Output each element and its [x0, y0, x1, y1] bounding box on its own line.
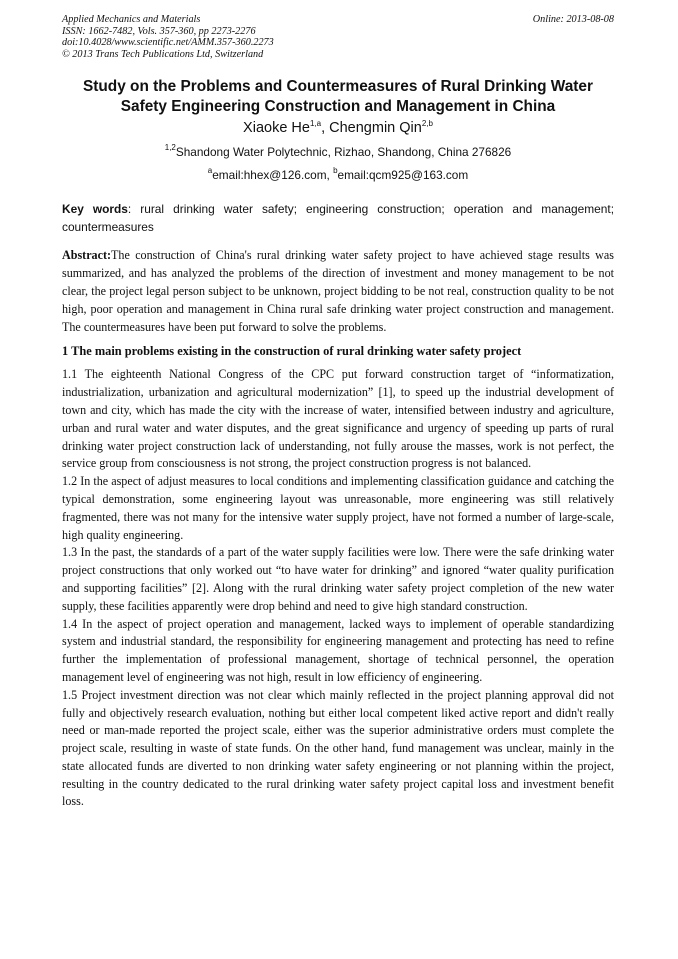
- email-a-marker: a: [207, 166, 213, 176]
- affiliation: [62, 144, 614, 160]
- journal-name: Applied Mechanics and Materials: [62, 14, 201, 25]
- author-1-affil-marker: 1,a: [309, 119, 322, 129]
- author-list: [62, 117, 614, 139]
- email-a: email:hhex@126.com,: [212, 168, 334, 183]
- paper-title: [62, 77, 614, 117]
- author-1-name: Xiaoke He: [243, 120, 310, 137]
- author-emails: [62, 167, 614, 183]
- online-date: Online: 2013-08-08: [532, 14, 614, 25]
- keywords: [62, 200, 614, 236]
- section-1-heading: 1 The main problems existing in the construction of rural drinking water safety project: [62, 344, 522, 359]
- email-b-marker: b: [333, 166, 338, 176]
- author-separator: ,: [321, 120, 330, 137]
- affiliation-marker: 1,2: [164, 143, 176, 153]
- email-b: email:qcm925@163.com: [337, 168, 469, 183]
- keywords-text: : rural drinking water safety; engineering construction; operation and management; countermeasures: [62, 202, 614, 235]
- paragraph-1-5: 1.5 Project investment direction was not clear which mainly reflected in the project planning approval did not fully and objectively research evaluation, nothing but either local competent liked active report and didn't really need or man-made reported the project scale, either was the superior administrative orders must complete the project scale, resulting in waste of state funds. On the other hand, fund management was unclear, mainly in the state allocated funds are diverted to non drinking water safety engineering or not planning within the project, resulting in the country dedicated to the rural drinking water safety project capital loss and investment benefit loss.: [62, 687, 614, 809]
- paragraph-1-2: 1.2 In the aspect of adjust measures to local conditions and implementing classification guidance and catching the typical demonstration, some engineering layout was unreasonable, more engineering was still relatively fragmented, there was not many for the intensive water supply project, have not formed a number of large-scale, high quality engineering.: [62, 474, 614, 542]
- paragraph-1-1: 1.1 The eighteenth National Congress of the CPC put forward construction target of “informatization, industrialization, urbanization and agricultural modernization” [1], to speed up the industrial development of town and city, which has made the city with the increase of water, intensified between industry and agriculture, urban and rural water and water disputes, and the great significance and urgency of speeding up parts of rural drinking water project construction lack of understanding, not fully arouse the masses, work is not perfect, the service group from consciousness is not strong, the project construction progress is not balanced.: [62, 367, 614, 471]
- journal-issn: ISSN: 1662-7482, Vols. 357-360, pp 2273-2276: [62, 25, 256, 37]
- abstract: [62, 247, 614, 336]
- abstract-label: Abstract:: [62, 248, 112, 263]
- paragraph-1-4: 1.4 In the aspect of project operation and management, lacked ways to implement of operable standardizing system and industrial standard, the responsibility for engineering management and protecting has need to refine further the implementation of professional management, shortage of technical personnel, the operation management level of engineering was not high, result in low efficiency of engineering.: [62, 616, 614, 684]
- author-2-affil-marker: 2,b: [421, 119, 433, 129]
- affiliation-text: Shandong Water Polytechnic, Rizhao, Shandong, China 276826: [175, 145, 512, 160]
- keywords-label: Key words: [62, 202, 128, 217]
- paper-page: [62, 14, 614, 811]
- journal-doi: doi:10.4028/www.scientific.net/AMM.357-360.2273: [62, 37, 274, 49]
- journal-copyright: © 2013 Trans Tech Publications Ltd, Switzerland: [62, 48, 264, 60]
- abstract-text: The construction of China's rural drinking water safety project to have achieved stage results was summarized, and has analyzed the problems of the direction of investment and money management to be not clear, the project legal person subject to be unknown, project bidding to be not real, construction quality to be not high, poor operation and management in China rural safe drinking water project construction and management. The countermeasures have been put forward to solve the problems.: [62, 248, 614, 334]
- author-2-name: Chengmin Qin: [329, 120, 422, 137]
- paper-title-line-2: Safety Engineering Construction and Management in China: [120, 98, 556, 116]
- journal-header: [62, 14, 614, 60]
- paragraph-1-3: 1.3 In the past, the standards of a part of the water supply facilities were low. There were the safe drinking water project constructions that only worked out “to have water for drinking” and ignored “water quality purification and supporting facilities” [2]. Along with the rural drinking water safety project completion of the new water supply, these facilities apparently were drop behind and need to give high standard construction.: [62, 545, 614, 613]
- paper-title-line-1: Study on the Problems and Countermeasures of Rural Drinking Water: [83, 78, 593, 96]
